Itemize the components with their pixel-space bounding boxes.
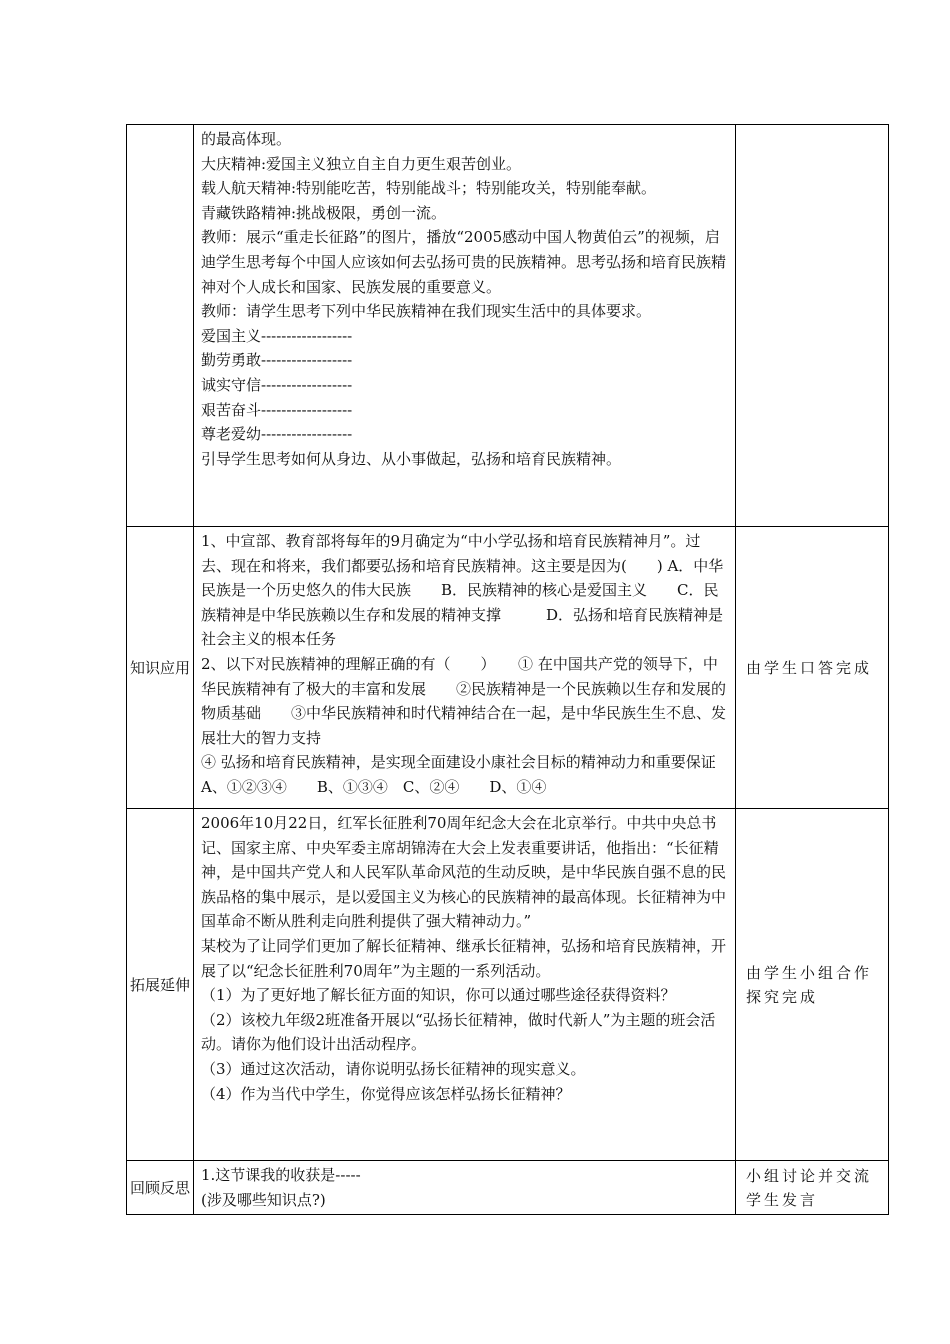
fill-in-line: 诚实守信------------------ [201, 375, 353, 394]
question-item: （4）作为当代中学生，你觉得应该怎样弘扬长征精神？ [201, 1084, 571, 1103]
row-label-extension: 拓展延伸 [127, 809, 194, 1161]
row-note: 由学生口答完成 [736, 527, 889, 809]
review-cell [194, 1161, 736, 1215]
row-label-review: 回顾反思 [127, 1161, 194, 1215]
row-label-empty [127, 125, 194, 527]
question-item: （1）为了更好地了解长征方面的知识，你可以通过哪些途径获得资料？ [201, 986, 676, 1005]
text-line: 教师：展示“重走长征路”的图片，播放“2005感动中国人物黄伯云”的视频，启迪学生思考每个中国人应该如何去弘扬可贵的民族精神。思考弘扬和培育民族精神对个人成长和国家、民族发展的重要意义。 [201, 228, 727, 296]
text-line: 载人航天精神:特别能吃苦，特别能战斗；特别能攻关，特别能奉献。 [201, 179, 657, 198]
row-note: 由学生小组合作探究完成 [736, 809, 889, 1161]
text-line: 某校为了让同学们更加了解长征精神、继承长征精神，弘扬和培育民族精神，开展了以“纪念长征胜利70周年”为主题的一系列活动。 [201, 936, 727, 980]
table-row [127, 125, 889, 527]
row-label-knowledge-application: 知识应用 [127, 527, 194, 809]
table-row [127, 527, 889, 809]
question-item: （2）该校九年级2班准备开展以“弘扬长征精神，做时代新人”为主题的班会活动。请你为他们设计出活动程序。 [201, 1010, 716, 1054]
question-2: 2、以下对民族精神的理解正确的有（ ） ① 在中国共产党的领导下，中华民族精神有了极大的丰富和发展 ②民族精神是一个民族赖以生存和发展的物质基础 ③中华民族精神和时代精神结合在一起，是中华民族生生不息、发展壮大的智力支持 [201, 654, 727, 747]
text-line: 青藏铁路精神:挑战极限，勇创一流。 [201, 203, 447, 222]
fill-in-line: 尊老爱幼------------------ [201, 425, 353, 444]
text-line: 的最高体现。 [201, 130, 292, 148]
text-line: 2006年10月22日，红军长征胜利70周年纪念大会在北京举行。中共中央总书记、国家主席、中央军委主席胡锦涛在大会上发表重要讲话，他指出：“长征精神，是中国共产党人和人民军队革命风范的生动反映，是中华民族自强不息的民族品格的集中展示，是以爱国主义为核心的民族精神的最高体现。长征精神为中国革命不断从胜利走向胜利提供了强大精神动力。” [201, 814, 727, 931]
fill-in-line: 爱国主义------------------ [201, 326, 353, 345]
question-item: （3）通过这次活动，请你说明弘扬长征精神的现实意义。 [201, 1059, 586, 1078]
text-line: 教师：请学生思考下列中华民族精神在我们现实生活中的具体要求。 [201, 302, 652, 321]
lesson-plan-table [126, 124, 889, 1215]
teaching-process-cell [194, 125, 736, 527]
fill-in-line: 艰苦奋斗------------------ [201, 400, 353, 419]
knowledge-application-cell [194, 527, 746, 809]
fill-in-line: 勤劳勇敢------------------ [201, 351, 353, 370]
question-1: 1、中宣部、教育部将每年的9月确定为“中小学弘扬和培育民族精神月”。过去、现在和将来，我们都要弘扬和培育民族精神。这主要是因为( ) A．中华民族是一个历史悠久的伟大民族 B．民族精神的核心是爱国主义 C．民族精神是中华民族赖以生存和发展的精神支撑 D．弘扬和培育民族精神是社会主义的根本任务 [201, 532, 724, 649]
question-2-continued: ④ 弘扬和培育民族精神，是实现全面建设小康社会目标的精神动力和重要保证 A、①②③④ B、①③④ C、②④ D、①④ [201, 753, 746, 796]
text-line: 1.这节课我的收获是----- [201, 1166, 361, 1184]
text-line: (涉及哪些知识点?) [201, 1190, 326, 1209]
row-note: 小组讨论并交流学生发言 [736, 1161, 889, 1215]
text-line: 大庆精神:爱国主义独立自主自力更生艰苦创业。 [201, 154, 522, 173]
row-note-empty [736, 125, 889, 527]
text-line: 引导学生思考如何从身边、从小事做起，弘扬和培育民族精神。 [201, 449, 622, 468]
table-row [127, 809, 889, 1161]
table-row [127, 1161, 889, 1215]
extension-cell [194, 809, 736, 1161]
